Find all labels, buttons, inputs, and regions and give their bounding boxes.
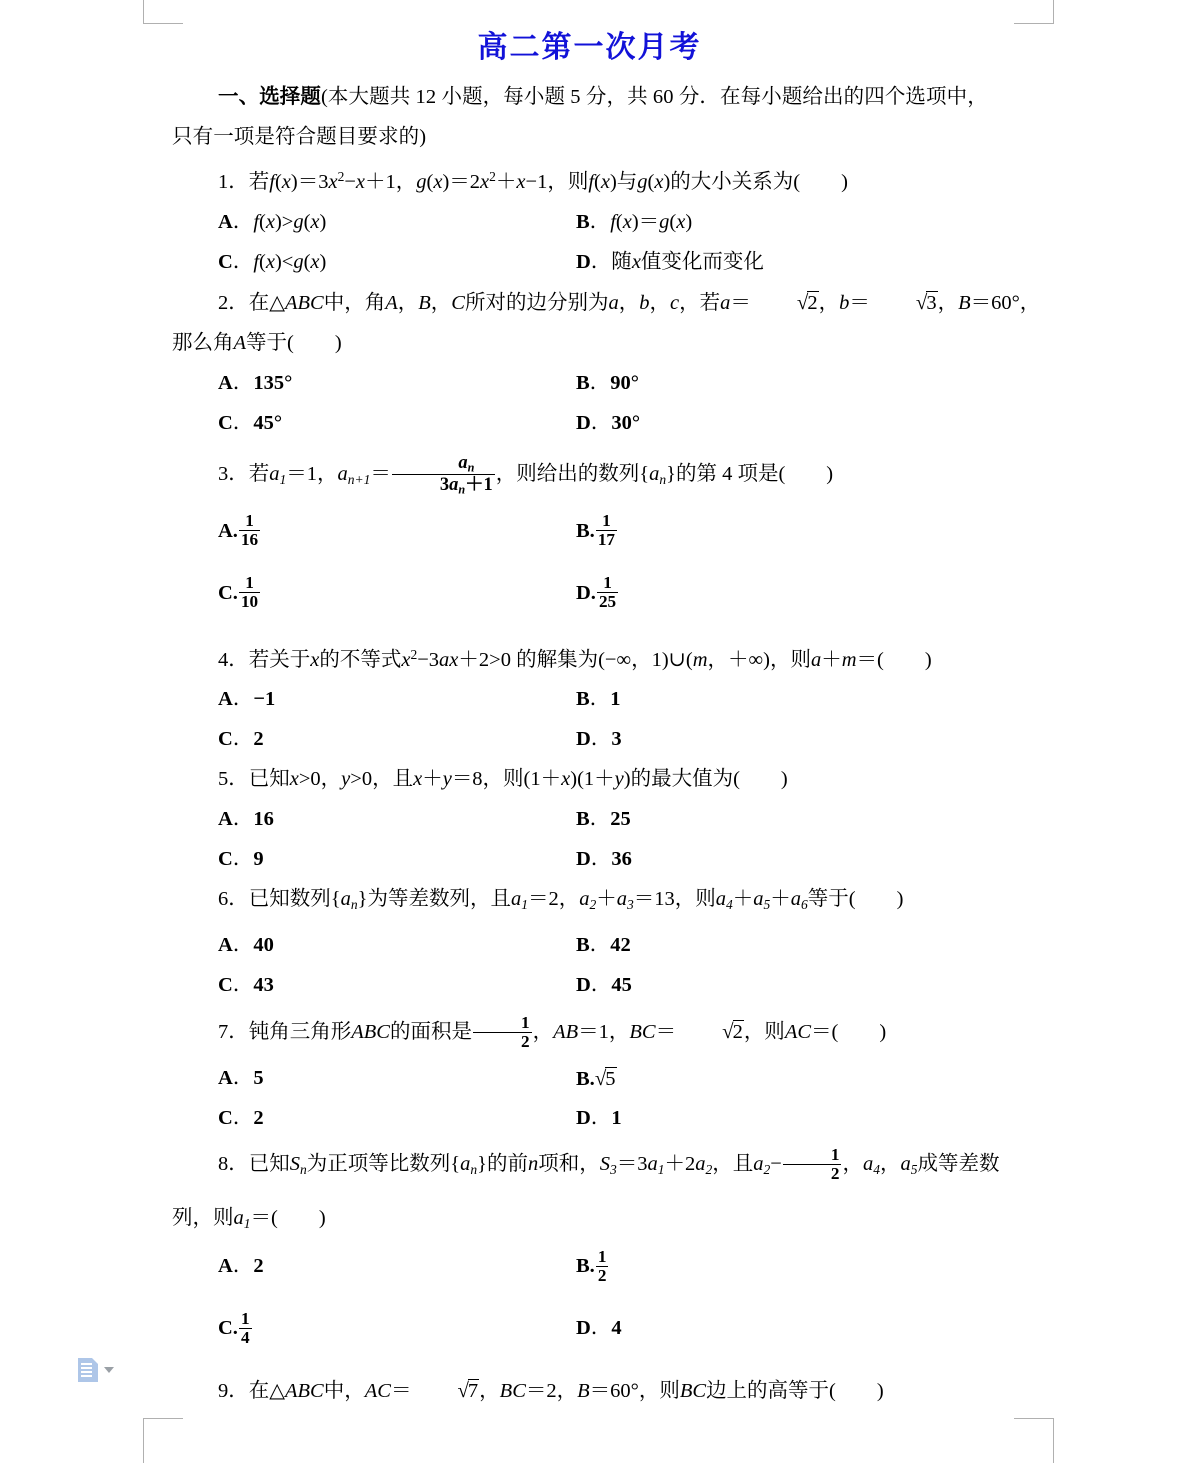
option-3-D[interactable]: D. $\frac{1}{25}$ (576, 573, 617, 612)
option-7-B[interactable]: B.√5 (576, 1066, 616, 1091)
option-5-B[interactable]: B．25 (576, 808, 631, 831)
option-3-B[interactable]: B. $\frac{1}{17}$ (576, 511, 616, 550)
margin-mark-bottom-right (1014, 1418, 1054, 1463)
option-2-C[interactable]: C．45° (218, 411, 283, 434)
question-5 (172, 759, 1017, 879)
option-6-D[interactable]: D．45 (576, 974, 632, 997)
option-1-B[interactable]: B．f(x)＝g(x) (576, 210, 693, 233)
question-7-stem: 7．钝角三角形ABC的面积是 $\frac{1}{2}$ ，AB＝1，BC＝ √2，则AC＝( ) (218, 1012, 887, 1052)
option-2-B[interactable]: B．90° (576, 371, 639, 394)
question-1-stem: 1．若$f(x)=3x^2-x+1$，$g(x)=2x^2+x-1$，则f(x)与g(x)的大小关系为( ) (218, 169, 848, 193)
section-instructions-line1: (本大题共 12 小题，每小题 5 分，共 60 分．在每小题给出的四个选项中， (321, 86, 988, 108)
paste-options-button[interactable] (78, 1355, 130, 1385)
option-1-C[interactable]: C．f(x)<g(x) (218, 250, 327, 273)
question-6 (172, 879, 1017, 1005)
question-7 (172, 1005, 1017, 1138)
question-3 (172, 443, 1017, 635)
margin-mark-top-right (1014, 0, 1054, 24)
option-5-C[interactable]: C．9 (218, 848, 264, 871)
option-2-D[interactable]: D．30° (576, 411, 641, 434)
question-4-options (172, 679, 1017, 759)
paste-icon-lines (81, 1363, 92, 1379)
option-3-A[interactable]: A. $\frac{1}{16}$ (218, 511, 259, 550)
question-3-stem: 3．若$a_1=1$，$a_{n+1}=$ $\frac{an}{3an+1}$ ，则给出的数列$\{a_n\}$的第 4 项是( ) (218, 451, 834, 497)
option-6-A[interactable]: A．40 (218, 934, 274, 957)
option-row (172, 573, 1017, 635)
question-2-stem-wrap: 那么角A等于( ) (172, 331, 342, 354)
paste-document-icon (78, 1358, 98, 1382)
option-3-C[interactable]: C. $\frac{1}{10}$ (218, 573, 259, 612)
option-row (172, 1098, 1017, 1138)
option-row (172, 839, 1017, 879)
option-row (172, 719, 1017, 759)
option-5-A[interactable]: A．16 (218, 808, 274, 831)
option-row (172, 1058, 1017, 1098)
option-1-A[interactable]: A．f(x)>g(x) (218, 210, 327, 233)
option-4-C[interactable]: C．2 (218, 728, 264, 751)
document-body (172, 76, 1041, 1411)
option-4-D[interactable]: D．3 (576, 728, 622, 751)
section-instructions-line2: 只有一项是符合题目要求的) (172, 126, 427, 148)
option-row (172, 1246, 1017, 1308)
question-8-stem-wrap: 列，则$a_1=$( ) (172, 1206, 326, 1231)
question-2-options (172, 363, 1017, 443)
question-5-stem: 5．已知x>0，y>0，且x＋y＝8，则(1＋x)(1＋y)的最大值为( ) (218, 768, 788, 791)
option-8-A[interactable]: A．2 (218, 1254, 264, 1277)
chevron-down-icon[interactable] (104, 1367, 114, 1373)
section-heading-paragraph (172, 76, 1017, 117)
question-8 (172, 1138, 1017, 1370)
option-1-D[interactable]: D．随x值变化而变化 (576, 250, 764, 273)
option-row (172, 202, 1017, 242)
margin-mark-bottom-left (143, 1418, 183, 1463)
question-4 (172, 635, 1017, 760)
question-8-stem: 8．已知$S_n$为正项等比数列$\{a_n\}$的前n项和，$S_3=3a_1+2a_2$，且$a_2-$ $\frac{1}{2}$ ，$a_4$，$a_5$成等差数 (218, 1144, 1000, 1184)
question-6-stem: 6．已知数列$\{a_n\}$为等差数列，且$a_1=2$，$a_2+a_3=13$，则$a_4+a_5+a_6$等于( ) (218, 888, 904, 913)
option-8-D[interactable]: D．4 (576, 1316, 622, 1339)
option-7-C[interactable]: C．2 (218, 1107, 264, 1130)
option-row (172, 799, 1017, 839)
question-1 (172, 157, 1017, 282)
option-7-D[interactable]: D．1 (576, 1107, 622, 1130)
question-3-options (172, 511, 1017, 635)
option-row (172, 511, 1017, 573)
option-6-B[interactable]: B．42 (576, 934, 631, 957)
option-row (172, 363, 1017, 403)
question-9 (172, 1370, 1017, 1411)
option-5-D[interactable]: D．36 (576, 848, 632, 871)
section-heading: 一、选择题 (218, 84, 321, 108)
question-2 (172, 282, 1041, 443)
page-title: 高二第一次月考 (477, 30, 702, 65)
option-7-A[interactable]: A．5 (218, 1067, 264, 1090)
option-4-B[interactable]: B．1 (576, 688, 621, 711)
option-8-B[interactable]: B. $\frac{1}{2}$ (576, 1246, 607, 1285)
option-row (172, 925, 1017, 965)
option-6-C[interactable]: C．43 (218, 974, 274, 997)
option-row (172, 1308, 1017, 1370)
question-5-options (172, 799, 1017, 879)
option-4-A[interactable]: A．−1 (218, 688, 276, 711)
question-6-options (172, 925, 1017, 1005)
option-row (172, 403, 1017, 443)
question-2-stem: 2．在△ABC中，角A，B，C所对的边分别为a，b，c，若a＝ √2，b＝ √3，B＝60°， (218, 289, 1041, 314)
question-4-stem: 4．若关于x的不等式$x^2-3ax+2>0$ 的解集为(−∞，1)∪(m，＋∞)，则a＋m＝( ) (218, 646, 932, 671)
question-8-options (172, 1246, 1017, 1370)
question-7-options (172, 1058, 1017, 1138)
option-8-C[interactable]: C. $\frac{1}{4}$ (218, 1308, 250, 1347)
question-9-stem: 9．在△ABC中，AC＝ √7，BC＝2，B＝60°，则BC边上的高等于( ) (218, 1377, 884, 1402)
option-row (172, 679, 1017, 719)
option-row (172, 242, 1017, 282)
margin-mark-top-left (143, 0, 183, 24)
option-2-A[interactable]: A．135° (218, 371, 293, 394)
option-row (172, 965, 1017, 1005)
question-1-options (172, 202, 1017, 282)
